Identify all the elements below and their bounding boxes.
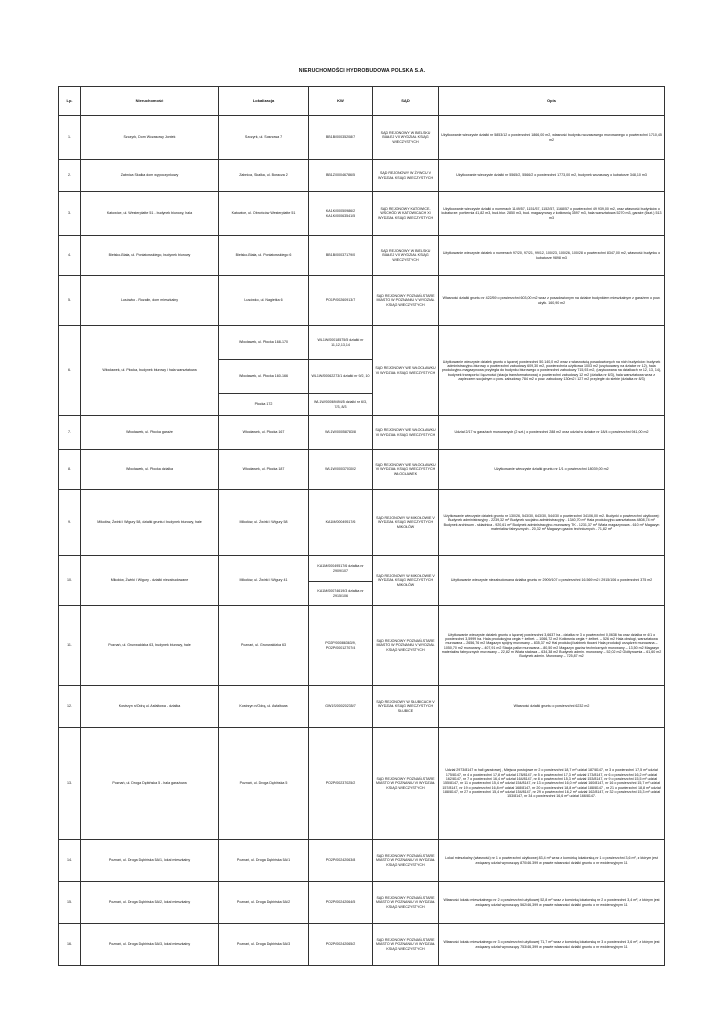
table-row xyxy=(59,276,665,326)
cell-lokalizacja: Włocławek, ul. Płocka 167 xyxy=(219,416,309,450)
cell-lp: 8. xyxy=(59,450,81,490)
cell-sad: SĄD REJONOWY W SŁUBICACH V WYDZIAŁ KSIĄG WIECZYSTYCH SŁUBICE xyxy=(373,686,439,728)
table-row xyxy=(59,490,665,556)
header-lokalizacja: Lokalizacja xyxy=(219,87,309,116)
cell-lokalizacja: Mikołów, ul. Żwirki i Wigury 58 xyxy=(219,490,309,556)
cell-opis: Użytkowanie wieczyste działki nr 5853/12 o powierzchni 1866,00 m2, własność budynku wczasowego murowanego o powierzchni 1710,45 m2 xyxy=(439,116,665,160)
cell-lp: 10. xyxy=(59,556,81,606)
cell-lp: 1. xyxy=(59,116,81,160)
cell-nieruchomosc: Mikołów, Żwirki i Wigury 58, działki gruntu i budynek biurowy, hale xyxy=(81,490,219,556)
cell-lokalizacja: Włocławek, ul. Płocka 187 xyxy=(219,450,309,490)
table-row xyxy=(59,840,665,882)
cell-lokalizacja: Zabnica, Skalka, ul. Boracza 2 xyxy=(219,160,309,192)
table-row xyxy=(59,326,665,360)
cell-nieruchomosc: Mikołów, Żwirki i Wigury - działki niezabudowane xyxy=(81,556,219,606)
cell-kw: KA1M/00074619/3 działka nr 2915/106 xyxy=(309,582,373,606)
cell-opis: Własność lokalu mieszkalnego nr 3 o powierzchni użytkowej 71,7 m² wraz z komórką lokatorską nr 3 o powierzchni 3,6 m², z którym jest związany udział wynoszący 753/46,399 w prawie własności działki gruntu o nr ewidencyjnym 11 xyxy=(439,924,665,966)
cell-lokalizacja: Lusówko, ul. Nagietka 6 xyxy=(219,276,309,326)
cell-nieruchomosc: Poznań, ul. Droga Dębińska 5 - hala garażowa xyxy=(81,728,219,840)
cell-opis: Własność działki gruntu o powierzchni 6232 m2 xyxy=(439,686,665,728)
cell-kw: PO2P/00242063/8 xyxy=(309,840,373,882)
cell-nieruchomosc: Poznań, ul. Droga Dębińska 5A/1, lokal mieszkalny xyxy=(81,840,219,882)
table-row xyxy=(59,924,665,966)
table-row xyxy=(59,192,665,236)
cell-opis: Użytkowanie wieczyste działki o numerach 1149/57, 1151/57, 1152/57, 1168/57 o powierzchni 49 939,00 m2, oraz własność budynków o kubaturze: portiernia 41,82 m3, bud.biur. 2850 m3, bud. magazynowy z kotłownią 3597 m3, hala warsztatowa 5270 m3, garaże (6szt.) 513 m3 xyxy=(439,192,665,236)
table-row xyxy=(59,728,665,840)
cell-kw: PO2P/00242065/2 xyxy=(309,924,373,966)
cell-kw: PO1P/00260913/7 xyxy=(309,276,373,326)
cell-lp: 15. xyxy=(59,882,81,924)
cell-lokalizacja: Płocka 172 xyxy=(219,394,309,416)
cell-sad: SĄD REJONOWY W MIKOŁOWIE V WYDZIAŁ KSIĄG WIECZYSTYCH MIKOŁÓW xyxy=(373,490,439,556)
cell-kw: BB1Z/00046786/5 xyxy=(309,160,373,192)
page-title: NIERUCHOMOŚCI HYDROBUDOWA POLSKA S.A. xyxy=(298,68,426,74)
cell-kw: KA1M/00049517/6 działka nr 2909/107 xyxy=(309,556,373,582)
cell-kw: PO2P/00242064/5 xyxy=(309,882,373,924)
header-nieruchomosc: Nieruchomość xyxy=(81,87,219,116)
header-kw: KW xyxy=(309,87,373,116)
cell-lokalizacja: Bielsko-Biała, ul. Poniatowskiego 6 xyxy=(219,236,309,276)
cell-opis: Użytkowanie wieczyste działki nr 5565/2, 5566/2 o powierzchni 1773,00 m2, budynek wczasowy o kubaturze 348,10 m3 xyxy=(439,160,665,192)
cell-sad: SĄD REJONOWY POZNAŃ-STARE MIASTO W POZNANIU V WYDZIAŁ KSIĄG WIECZYSTYCH xyxy=(373,276,439,326)
cell-opis: Użytkowanie wieczyste działki gruntu nr 1/1 o powierzchni 18039,00 m2 xyxy=(439,450,665,490)
cell-nieruchomosc: Włocławek, ul. Płocka garaże xyxy=(81,416,219,450)
cell-lokalizacja: Katowice, ul. Obrońców Westerplatte 51 xyxy=(219,192,309,236)
cell-nieruchomosc: Włocławek, ul. Płocka działka xyxy=(81,450,219,490)
property-table xyxy=(58,86,665,966)
header-sad: SĄD xyxy=(373,87,439,116)
cell-lp: 7. xyxy=(59,416,81,450)
cell-lp: 14. xyxy=(59,840,81,882)
cell-sad: SĄD REJONOWY WE WŁOCŁAWKU VI WYDZIAŁ KSIĄG WIECZYSTYCH WŁOCŁAWEK xyxy=(373,450,439,490)
cell-sad: SĄD REJONOWY W ŻYWCU V WYDZIAŁ KSIĄG WIECZYSTYCH xyxy=(373,160,439,192)
cell-kw: WL1W/00069494/5 działki nr 6/3, 7/3, 8/3 xyxy=(309,394,373,416)
cell-kw: WL1W/00058783/8 xyxy=(309,416,373,450)
cell-lp: 5. xyxy=(59,276,81,326)
cell-lp: 2. xyxy=(59,160,81,192)
cell-opis: Lokal mieszkalny (własność) nr 1 o powierzchni użytkowej 83,4 m² wraz z komórką lokatorską nr 1 o powierzchni 3,6 m², z którym jest związany udział wynoszący 870/46.399 w prawie własności działki gruntu o nr ewidencyjnym 11 xyxy=(439,840,665,882)
table-row xyxy=(59,116,665,160)
cell-opis: Użytkowanie wieczyste niezabudowana działka gruntu nr 2909/107 o powierzchni 16.569 m2 i 2915/106 o powierzchni 375 m2 xyxy=(439,556,665,606)
cell-kw: BB1B/00037179/0 xyxy=(309,236,373,276)
cell-lokalizacja: Poznań, ul. Droga Dębińska 5 xyxy=(219,728,309,840)
cell-nieruchomosc: Włocławek, ul. Płocka, budynek biurowy i hala warsztatowa xyxy=(81,326,219,416)
header-opis: Opis xyxy=(439,87,665,116)
cell-kw: WL1W/00037030/2 xyxy=(309,450,373,490)
cell-kw: WL1W/00018575/5 działki nr 11,12,13,14 xyxy=(309,326,373,360)
table-row xyxy=(59,686,665,728)
cell-lokalizacja: Mikołów, ul. Żwirki i Wigury 41 xyxy=(219,556,309,606)
cell-nieruchomosc: Bielsko-Biała, ul. Poniatowskiego, budynek biurowy xyxy=(81,236,219,276)
cell-lokalizacja: Poznań, ul. Droga Dębińska 5A/3 xyxy=(219,924,309,966)
cell-opis: Użytkowanie wieczyste działek gruntu o łącznej powierzchni 3,6637 ha - działka nr 3 o powierzchni 0,0638 ha oraz działka nr 4/1 o powierzchni 3,5999 ha. Hala produkcyjna cegła + żelbet. – 1066,72 m2 Kotłownia cegła + żelbet. – 526 m2 Hala obsługi, warsztatowa murowana – 2656,76 m2 Magazyn spójny murowany – 835,37 m2 Hal produkcji kabinek tłoczni Hala produkcji urządzeń murowana – 1050,70 m2 murowany – 407,91 m2 Stacja paliw murowana – 80,50 m2 Magazyn gazów technicznych murowany – 13,50 m2 Magazyn materiałów fabrycznych murowany – 22,82 m Wiata stalowa – 634,38 m2 Budynek admin. murowany – 52,02 m2 Glółtyrownia – 61,60 m2 Budynek admin. Murowany – 725,87 m2 xyxy=(439,606,665,686)
cell-opis: Użytkowanie wieczyste działek o numerach 97/20, 97/21, 99/12, 100/23, 100/26, 100/28 o powierzchni 8347,00 m2, własność budynku o kubaturze 9898 m3 xyxy=(439,236,665,276)
cell-opis: Użytkowanie wieczyste działek gruntu o łącznej powierzchni 50.140,0 m2 wraz z własnością posadowionych na nich budynków: budynek administracyjno-biurowy o powierzchni zabudowy 609,30 m2, powierzchnia użytkowa 1003 m2 (usytuowany na działce nr 12), hala produkcyjno-magazynowa przyległa do budynku biurowego o powierzchni zabudowy 715,93 m2, (usytuowana na działkach nr 12, 13, 14), budynek transportu i łączności (stacja transformatorowa) o powierzchni zabudowy 12 m2 (działka nr 6/3), hala warsztatowa wraz z zapleczem socjalnym o pow. zabudowy 784 m2 o pow. zabudowy 130m2 i 127 m2 przyległe do siebie (działka nr 8/3) xyxy=(439,326,665,416)
cell-sad: SĄD REJONOWY POZNAŃ-STARE MIASTO W POZNANIU VI WYDZIAŁ KSIĄG WIECZYSTYCH xyxy=(373,728,439,840)
table-header-row xyxy=(59,87,665,116)
cell-lokalizacja: Poznań, ul. Droga Dębińska 5A/2 xyxy=(219,882,309,924)
table-row xyxy=(59,606,665,686)
cell-lokalizacja: Włocławek, ul. Płocka 160-166 xyxy=(219,360,309,394)
cell-opis: Użytkowanie wieczyste działek gruntu nr 130/26, 543/30, 643/30, 544/30 o powierzchni 34106,00 m2. Budynki o powierzchni użytkowej: Budynek administracyjny - 2239,32 m² Budynek socjalno-administracyjny - 1340,70 m² Hala produkcyjno-warsztatowa 4808,74 m² Budynek archiwum - składnica - 920,61 m² Budynek administracyjno-murowany TK - 1231,37 m² Wiata magazynowa - 610 m² Magazyn materiałów fabrycznych - 20,32 m² Magazyn gazów technicznych - 71,82 m² xyxy=(439,490,665,556)
cell-sad: SĄD REJONOWY POZNAŃ-STARE MIASTO W POZNANIU V WYDZIAŁ KSIĄG WIECZYSTYCH xyxy=(373,606,439,686)
cell-nieruchomosc: Szczyrk, Dom Wczasowy Jontek xyxy=(81,116,219,160)
cell-lokalizacja: Kostrzyn n/Odrą, ul. Asfaltowa xyxy=(219,686,309,728)
cell-sad: SĄD REJONOWY WE WŁOCŁAWKU VI WYDZIAŁ KSIĄG WIECZYSTYCH xyxy=(373,326,439,416)
cell-opis: Udział 2973/8147 w hali garażowej , Miejsca postojowe nr 2 o powierzchni 18,7 m² udział 187/8147, nr 3 o powierzchni 17,5 m² udział 175/8147, nr 4 o powierzchni 17,8 m² udział 178/8147, nr 5 o powierzchni 17,3 m² udział 173/8147, nr 6 o powierzchni 16,2 m² udział 162/8147, nr 7 o powierzchni 16,4 m² udział 164/8147, nr 8 o powierzchni 15,3 m² udział 153/8147, nr 9 o powierzchni 15,5 m² udział 155/8147, nr 11 o powierzchni 15,4 m² udział 154/8147, nr 13 o powierzchni 16,0 m² udział 160/8147, nr 16 o powierzchni 15,7 m² udział 157/8147, nr 19 o powierzchni 16,8 m² udział 168/8147, nr 20 o powierzchni 18,8 m² udział 188/8147 , nr 21 o powierzchni 18,8 m² udział 188/8147, nr 27 o powierzchni 15,4 m² udział 154/8147, nr 29 o powierzchni 16,2 m² udział 162/8147, nr 32 o powierzchni 15,3 m² udział 153/8147, nr 34 o powierzchni 16,6 m² udział 166/8147. xyxy=(439,728,665,840)
cell-nieruchomosc: Poznań, ul. Droga Dębińska 5A/3, lokal mieszkalny xyxy=(81,924,219,966)
cell-kw: KA1M/00049517/6 xyxy=(309,490,373,556)
table-row xyxy=(59,882,665,924)
table-row xyxy=(59,236,665,276)
cell-lokalizacja: Poznań, ul. Droga Dębińska 5A/1 xyxy=(219,840,309,882)
cell-sad: SĄD REJONOWY POZNAŃ-STARE MIASTO W POZNANIU VI WYDZIAŁ KSIĄG WIECZYSTYCH xyxy=(373,840,439,882)
cell-lp: 6. xyxy=(59,326,81,416)
cell-sad: SĄD REJONOWY KATOWICE-WSCHÓD W KATOWICACH XI WYDZIAŁ KSIĄG WIECZYSTYCH xyxy=(373,192,439,236)
cell-sad: SĄD REJONOWY W MIKOŁOWIE V WYDZIAŁ KSIĄG WIECZYSTYCH MIKOŁÓW xyxy=(373,556,439,606)
cell-kw: PO2P/00237025/2 xyxy=(309,728,373,840)
cell-lp: 12. xyxy=(59,686,81,728)
table-row xyxy=(59,450,665,490)
cell-lp: 3. xyxy=(59,192,81,236)
table-row xyxy=(59,556,665,582)
header-lp: Lp. xyxy=(59,87,81,116)
cell-opis: Własność działki gruntu nr 422/59 o powierzchni 603,00 m2 wraz z posadowionym na działce budynkiem mieszkalnym z garażem o pow. użytk. 160,90 m2 xyxy=(439,276,665,326)
cell-sad: SĄD REJONOWY W BIELSKU BIAŁEJ VII WYDZIAŁ KSIĄG WIECZYSTYCH xyxy=(373,116,439,160)
cell-lp: 16. xyxy=(59,924,81,966)
cell-nieruchomosc: Lusówko - Rozalin, dom mieszkalny xyxy=(81,276,219,326)
cell-nieruchomosc: Kostrzyn n/Odrą ul. Asfaltowa - działka xyxy=(81,686,219,728)
cell-nieruchomosc: Zabnica Skalka dom wypoczynkowy xyxy=(81,160,219,192)
cell-nieruchomosc: Poznań, ul. Droga Dębińska 5A/2, lokal mieszkalny xyxy=(81,882,219,924)
cell-nieruchomosc: Poznań, ul. Grunwaldzka 63, budynek biurowy, hale xyxy=(81,606,219,686)
cell-kw: GW1S/00020235/7 xyxy=(309,686,373,728)
cell-sad: SĄD REJONOWY W BIELSKU BIAŁEJ VII WYDZIAŁ KSIĄG WIECZYSTYCH xyxy=(373,236,439,276)
cell-lp: 11. xyxy=(59,606,81,686)
table-row xyxy=(59,160,665,192)
cell-lp: 4. xyxy=(59,236,81,276)
cell-kw: KA1K/00050986/2 KA1K/00063541/5 xyxy=(309,192,373,236)
cell-kw: PO2P/00086363/9, PO2P/00012707/4 xyxy=(309,606,373,686)
cell-opis: Udział 2/17 w garażach murowanych (2 szt.) o powierzchni 288 m2 oraz udział w działce nr 18/4 o powierzchni 941,00 m2 xyxy=(439,416,665,450)
cell-kw: BB1B/00035208/7 xyxy=(309,116,373,160)
cell-opis: Własność lokalu mieszkalnego nr 2 o powierzchni użytkowej 52,8 m² wraz z komórką lokatorską nr 2 o powierzchni 3,4 m², z którym jest związany udział wynoszący 562/46,399 w prawie własności działki gruntu o nr ewidencyjnym 11 xyxy=(439,882,665,924)
cell-lp: 13. xyxy=(59,728,81,840)
cell-kw: WL1W/00062273/1 działki nr 9/2, 10 xyxy=(309,360,373,394)
cell-sad: SĄD REJONOWY POZNAŃ-STARE MIASTO W POZNANIU VI WYDZIAŁ KSIĄG WIECZYSTYCH xyxy=(373,924,439,966)
cell-nieruchomosc: Katowice, ul. Westerplatte 51 - budynek biurowy, hala xyxy=(81,192,219,236)
cell-lokalizacja: Włocławek, ul. Płocka 168-170 xyxy=(219,326,309,360)
cell-sad: SĄD REJONOWY WE WŁOCŁAWKU VI WYDZIAŁ KSIĄG WIECZYSTYCH xyxy=(373,416,439,450)
table-row xyxy=(59,416,665,450)
cell-lokalizacja: Szczyrk, ul. Sosnowa 7 xyxy=(219,116,309,160)
cell-lp: 9. xyxy=(59,490,81,556)
cell-sad: SĄD REJONOWY POZNAŃ-STARE MIASTO W POZNANIU VI WYDZIAŁ KSIĄG WIECZYSTYCH xyxy=(373,882,439,924)
cell-lokalizacja: Poznań, ul. Grunwaldzka 63 xyxy=(219,606,309,686)
